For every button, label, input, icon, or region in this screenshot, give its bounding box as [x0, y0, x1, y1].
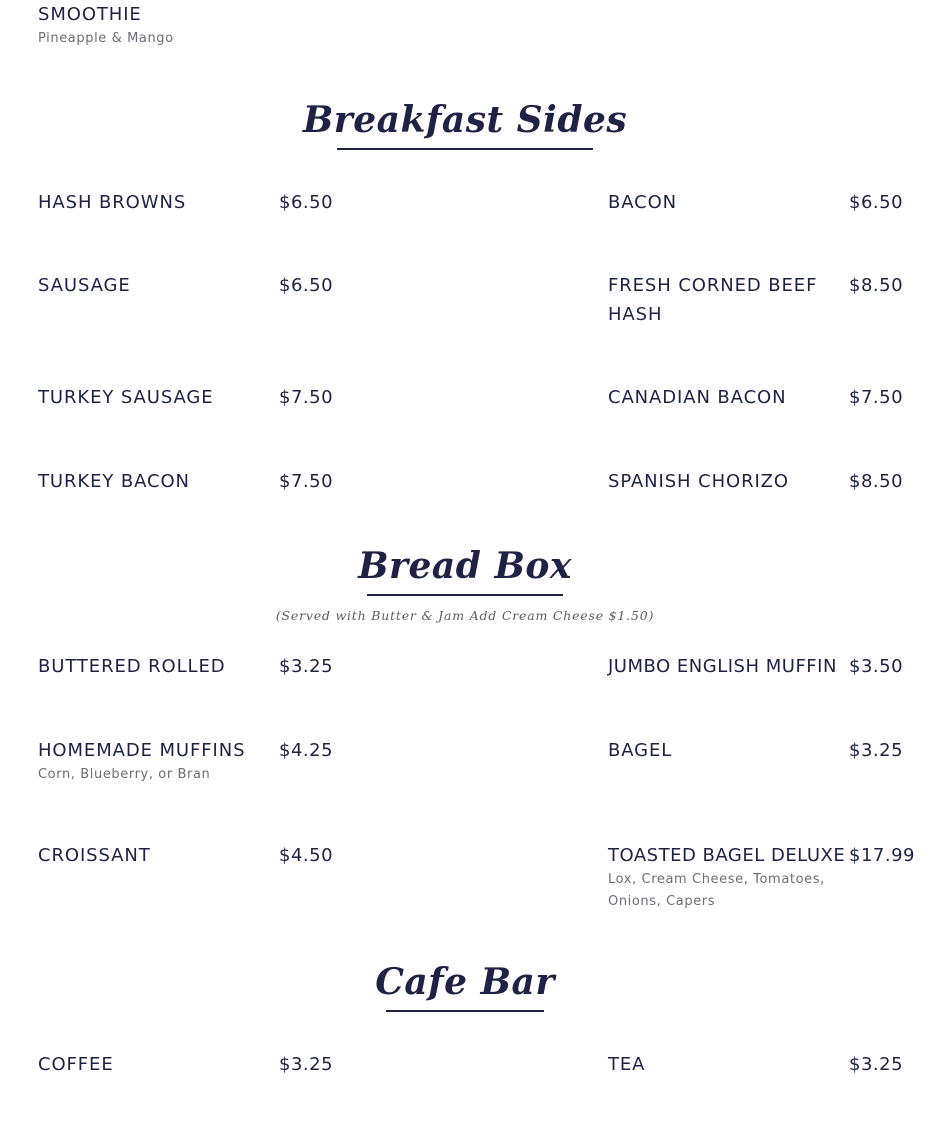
menu-item-name: TOASTED BAGEL DELUXE	[608, 845, 846, 866]
section-underline	[337, 148, 593, 150]
menu-item-price: $17.99	[849, 845, 915, 866]
menu-item-name: TURKEY SAUSAGE	[38, 387, 214, 408]
menu-item-name: BACON	[608, 192, 678, 213]
section-title-bread-box: Bread Box	[358, 545, 572, 587]
menu-item-price: $3.50	[849, 656, 904, 677]
menu-item-price: $3.25	[279, 1054, 334, 1075]
menu-item-name: SMOOTHIE	[38, 4, 142, 25]
menu-item-name: HASH BROWNS	[38, 192, 187, 213]
menu-item-price: $6.50	[849, 192, 904, 213]
menu-item-description: Onions, Capers	[608, 894, 716, 909]
menu-item-price: $7.50	[279, 471, 334, 492]
menu-item-name: SPANISH CHORIZO	[608, 471, 789, 492]
menu-item-price: $6.50	[279, 275, 334, 296]
menu-item-name: BUTTERED ROLLED	[38, 656, 226, 677]
section-underline	[367, 594, 563, 596]
section-note: (Served with Butter & Jam Add Cream Cheese $1.50)	[275, 608, 655, 623]
menu-item-name: SAUSAGE	[38, 275, 131, 296]
menu-item-name: TURKEY BACON	[38, 471, 190, 492]
section-underline	[386, 1010, 544, 1012]
menu-item-description: Corn, Blueberry, or Bran	[38, 767, 211, 782]
section-title-cafe-bar: Cafe Bar	[375, 961, 555, 1003]
menu-item-name: BAGEL	[608, 740, 673, 761]
menu-item-price: $7.50	[849, 387, 904, 408]
menu-item-price: $3.25	[279, 656, 334, 677]
menu-item-price: $3.25	[849, 1054, 904, 1075]
section-title-breakfast-sides: Breakfast Sides	[302, 99, 628, 141]
menu-item-price: $8.50	[849, 471, 904, 492]
menu-item-name: TEA	[608, 1054, 646, 1075]
menu-item-description: Pineapple & Mango	[38, 31, 174, 46]
menu-item-name: FRESH CORNED BEEF HASH	[608, 275, 818, 325]
menu-item-name: HOMEMADE MUFFINS	[38, 740, 246, 761]
menu-item-price: $7.50	[279, 387, 334, 408]
menu-item-price: $6.50	[279, 192, 334, 213]
menu-item-price: $4.25	[279, 740, 334, 761]
menu-item-price: $8.50	[849, 275, 904, 296]
menu-item-name: COFFEE	[38, 1054, 114, 1075]
menu-item-price: $4.50	[279, 845, 334, 866]
menu-item-description: Lox, Cream Cheese, Tomatoes,	[608, 872, 825, 887]
menu-item-name: CANADIAN BACON	[608, 387, 787, 408]
menu-item-name: CROISSANT	[38, 845, 151, 866]
menu-item-name: JUMBO ENGLISH MUFFIN	[608, 656, 837, 677]
menu-item-price: $3.25	[849, 740, 904, 761]
